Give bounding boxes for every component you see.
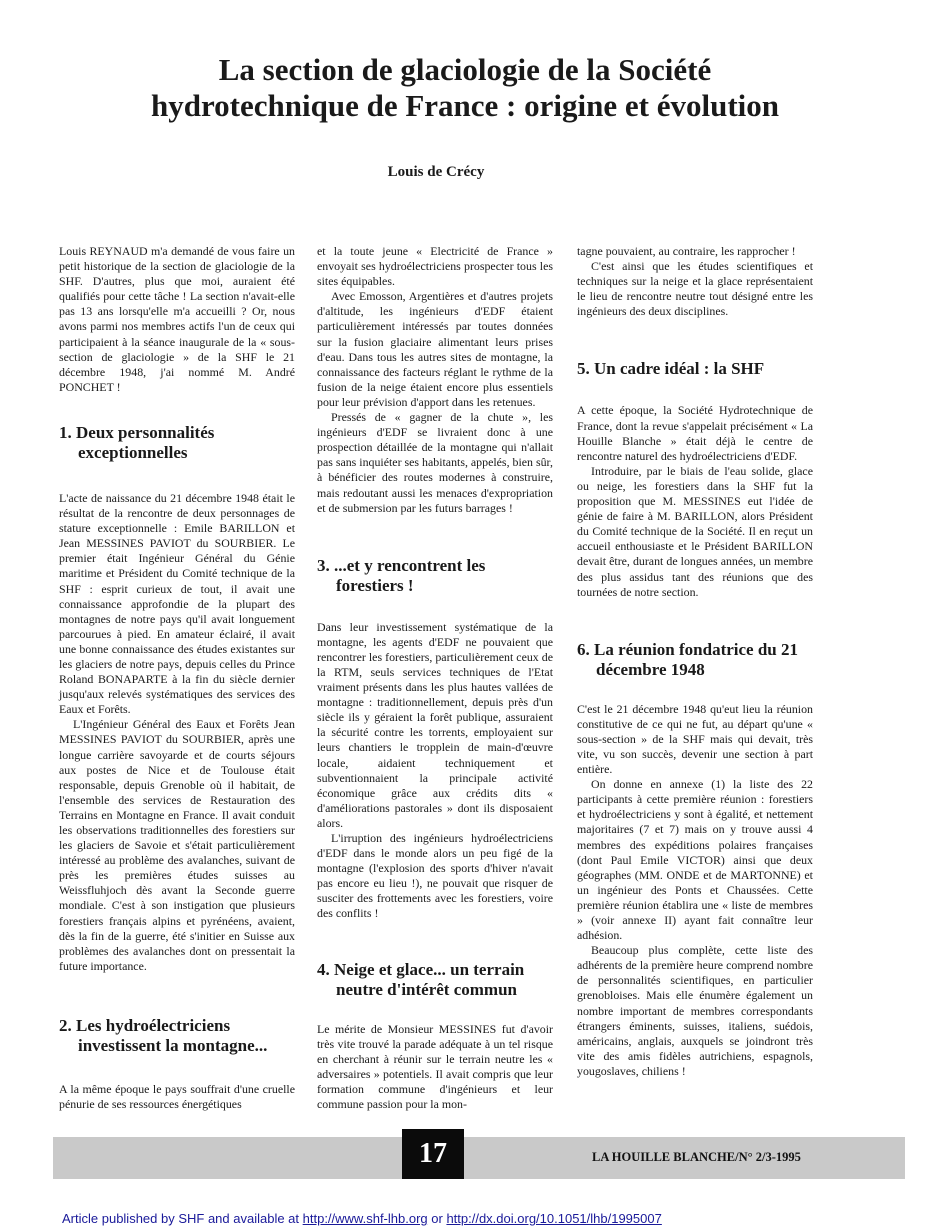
paragraph: L'Ingénieur Général des Eaux et Forêts Jean MESSINES PAVIOT du SOURBIER, après une longue carrière savoyarde et de courts séjours aux postes de Nice et de Toulouse était responsable, depuis Grenoble où il habitait, de l'ensemble des services de Restauration des Terrains en Montagne en France. Il avait conduit les observations traditionnelles des forestiers sur les glaciers de Savoie et s'était particulièrement intéressé au problème des avalanches, suivant de près les premières études suisses au Weissfluhjoch dès avant la Seconde guerre mondiale. C'est à son instigation que plusieurs forestiers français alpins et pyrénéens, avaient, dès la fin de la guerre, été s'initier en Suisse aux problèmes des avalanches dont on pressentait la future importance.: [59, 717, 295, 973]
page-number: 17: [402, 1129, 464, 1179]
paragraph: tagne pouvaient, au contraire, les rapprocher !: [577, 244, 796, 258]
paragraph: A la même époque le pays souffrait d'une cruelle pénurie de ses ressources énergétiques: [59, 1081, 295, 1112]
section-heading-6: 6. La réunion fondatrice du 21 décembre 1948: [577, 639, 799, 679]
publication-note: [62, 1211, 662, 1226]
column-2: [317, 244, 553, 1112]
paragraph: et la toute jeune « Electricité de France » envoyait ses hydroélectriciens prospecter tous les sites équipables.: [317, 244, 553, 289]
article-title: [0, 52, 930, 124]
column-3: [577, 244, 813, 1079]
section-heading-4: 4. Neige et glace... un terrain neutre d'intérêt commun: [317, 959, 525, 999]
journal-reference: LA HOUILLE BLANCHE/N° 2/3-1995: [592, 1150, 801, 1164]
paragraph: Dans leur investissement systématique de la montagne, les agents d'EDF ne pouvaient que rencontrer les forestiers, particulièrement ceux de la RTM, seuls services techniques de l'Etat vraiment présents dans les plus hautes vallées de montagne : traditionnellement, depuis près d'un siècle ils y géraient la forêt publique, assuraient la sécurité contre les torrents, employaient sur leurs chantiers le tropplein de main-d'œuvre locale, aidaient techniquement et subventionnaient la principale activité économique grâce aux crédits dits « d'améliorations pastorales » dont ils disposaient alors.: [317, 619, 553, 830]
author-name: Louis de Crécy: [387, 164, 485, 180]
paragraph: Le mérite de Monsieur MESSINES fut d'avoir très vite trouvé la parade adéquate à un tel risque en cherchant à réunir sur le terrain neutre les « adversaires » potentiels. Il avait compris que leur formation commune d'ingénieurs et leur commune passion pour la mon-: [317, 1021, 553, 1112]
title-line-1: La section de glaciologie de la Société: [218, 52, 712, 87]
section-heading-2: 2. Les hydroélectriciens investissent la montagne...: [59, 1015, 268, 1055]
section-heading-5: 5. Un cadre idéal : la SHF: [577, 359, 765, 379]
section-heading-1: 1. Deux personnalités exceptionnelles: [59, 422, 215, 462]
paragraph: L'irruption des ingénieurs hydroélectriciens d'EDF dans le monde alors un peu figé de la montagne (l'explosion des sports d'hiver n'avait pas encore eu lieu !), ne pouvait que risquer de susciter des frottements avec les forestiers, voire des conflits !: [317, 831, 553, 921]
section-heading-3: 3. ...et y rencontrent les forestiers !: [317, 555, 486, 595]
paragraph: L'acte de naissance du 21 décembre 1948 était le résultat de la rencontre de deux personnages de stature exceptionnelle : Emile BARILLON et Jean MESSINES PAVIOT du SOURBIER. Le premier était Ingénieur Général du Génie maritime et Président du Comité technique de la SHF : esprit curieux de tout, il avait une connaissance approfondie de la plupart des montagnes de notre pays qu'il avait longuement parcourues à pied. En amateur éclairé, il avait une bonne connaissance des études existantes sur les glaciers de notre pays, depuis celles du Prince Roland BONAPARTE à la fin du siècle dernier jusqu'aux relevés systématiques des services des Eaux et Forêts.: [59, 490, 295, 717]
paragraph: On donne en annexe (1) la liste des 22 participants à cette première réunion : forestiers et hydroélectriciens y sont à égalité, et nettement majoritaires (7 et 7) mais on y trouve aussi 4 membres des expéditions polaires françaises (dont Paul Emile VICTOR) ainsi que deux géographes (MM. ONDE et de MARTONNE) et un ingénieur des Ponts et Chaussées. Cette première réunion établira une « liste de membres » (voir annexe II) ayant fait connaître leur adhésion.: [577, 777, 813, 943]
paragraph: C'est le 21 décembre 1948 qu'eut lieu la réunion constitutive de ce qui ne fut, au départ qu'une « sous-section » de la SHF mais qui devait, très vite, vu son succès, devenir une section à part entière.: [577, 701, 813, 777]
title-line-2: hydrotechnique de France : origine et évolution: [151, 88, 779, 123]
paragraph: A cette époque, la Société Hydrotechnique de France, dont la revue s'appelait précisément « La Houille Blanche » était déjà le centre de rencontre naturel des hydroélectriciens d'EDF.: [577, 403, 813, 463]
paragraph-intro: Louis REYNAUD m'a demandé de vous faire un petit historique de la section de glaciologie de la SHF. D'autres, plus que moi, auraient été qualifiés pour cette tâche ! La section n'avait-elle pas 13 ans lorsqu'elle m'a accueilli ? Or, nous avons parmi nos membres actifs l'un de ceux qui participaient à la séance inaugurale de la « sous-section de glaciologie » de la SHF le 21 décembre 1948, j'ai nommé M. André PONCHET !: [59, 244, 295, 394]
column-1: [59, 244, 295, 1112]
paragraph: Avec Emosson, Argentières et d'autres projets d'altitude, les ingénieurs d'EDF étaient particulièrement intéressés par toutes données sur la fusion glaciaire alimentant leurs prises d'eau. Dans tous les autres sites de montagne, la connaissance des facteurs réglant le rythme de la fusion de la neige étaient encore plus essentiels pour leur prévision d'apport dans les retenues.: [317, 289, 553, 409]
doi-link[interactable]: http://dx.doi.org/10.1051/lhb/1995007: [446, 1211, 662, 1226]
paragraph: Introduire, par le biais de l'eau solide, glace ou neige, les forestiers dans la SHF fut la proposition que M. MESSINES eut l'idée de génie de faire à M. BARILLON, alors Président du Comité technique de la Société. Il en reçut un accueil enthousiaste et le Président BARILLON devait être, durant de longues années, un membre des plus assidus tant des réunions que des tournées de notre section.: [577, 463, 813, 599]
publication-note-or: or: [427, 1211, 447, 1226]
shf-website-link[interactable]: http://www.shf-lhb.org: [302, 1211, 428, 1226]
paragraph: C'est ainsi que les études scientifiques et techniques sur la neige et la glace représentaient le lieu de rencontre neutre tout désigné entre les ingénieurs des deux disciplines.: [577, 259, 813, 319]
paragraph: Beaucoup plus complète, cette liste des adhérents de la première heure comprend nombre de personnalités scientifiques, en particulier grenobloises. Mais elle énumère également un nombre important de membres correspondants étrangers éminents, suisses, italiens, suédois, américains, anglais, auxquels se joindront très vite des amis fidèles autrichiens, espagnols, yougoslaves, chiliens !: [577, 943, 813, 1078]
paragraph: Pressés de « gagner de la chute », les ingénieurs d'EDF se livraient donc à une prospection détaillée de la montagne qui n'allait pas sans inquiéter ses habitants, appelés, bien sûr, à bénéficier des routes modernes à construire, mais redoutant aussi les menaces d'expropriation et de submersion par les futurs barrages !: [317, 410, 553, 515]
publication-note-prefix: Article published by SHF and available at: [62, 1211, 303, 1226]
